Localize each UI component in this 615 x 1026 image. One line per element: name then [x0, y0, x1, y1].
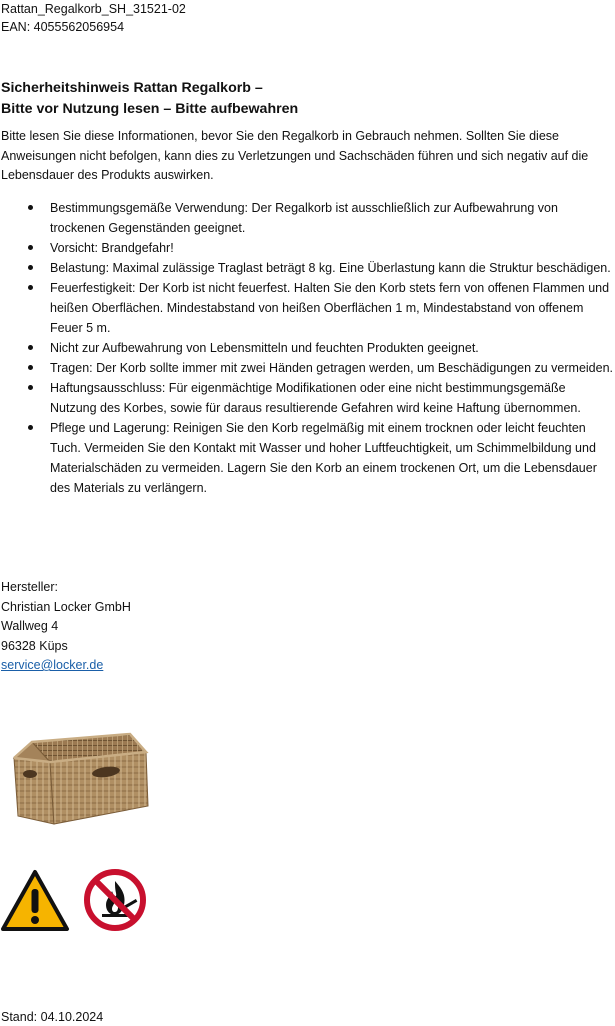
list-item: Pflege und Lagerung: Reinigen Sie den Korb regelmäßig mit einem trocknen oder leicht feuchten Tuch. Vermeiden Sie den Kontakt mit Wasser und hoher Luftfeuchtigkeit, um Schimmelbildung und Materialschäden zu vermeiden. Lagern Sie den Korb an einem trockenen Ort, um die Lebensdauer des Materials zu verlängern.	[0, 418, 615, 498]
safety-list	[0, 198, 615, 498]
title-line-2: Bitte vor Nutzung lesen – Bitte aufbewahren	[1, 101, 299, 117]
title-line-1: Sicherheitshinweis Rattan Regalkorb –	[1, 80, 263, 96]
warning-triangle-icon	[0, 869, 70, 933]
document-meta	[1, 0, 186, 36]
basket-image	[10, 728, 152, 828]
list-item: Feuerfestigkeit: Der Korb ist nicht feuerfest. Halten Sie den Korb stets fern von offenen Flammen und heißen Oberflächen. Mindestabstand von heißen Oberflächen 1 m, Mindestabstand von offenem Feuer 5 m.	[0, 278, 615, 338]
article-number: Rattan_Regalkorb_SH_31521-02	[1, 2, 186, 16]
no-open-flame-icon	[82, 867, 148, 933]
company-name: Christian Locker GmbH	[1, 599, 131, 614]
bullet-icon	[28, 365, 33, 370]
list-item: Bestimmungsgemäße Verwendung: Der Regalkorb ist ausschließlich zur Aufbewahrung von trockenen Gegenständen geeignet.	[0, 198, 615, 238]
manufacturer-address	[1, 578, 131, 676]
bullet-icon	[28, 345, 33, 350]
city-address: 96328 Küps	[1, 638, 68, 653]
stand-date: Stand: 04.10.2024	[1, 1010, 104, 1024]
street-address: Wallweg 4	[1, 619, 59, 633]
bullet-icon	[28, 265, 33, 270]
ean-code: EAN: 4055562056954	[1, 20, 125, 34]
list-item: Haftungsausschluss: Für eigenmächtige Modifikationen oder eine nicht bestimmungsgemäße Nutzung des Korbes, sowie für daraus resultierende Gefahren wird keine Haftung übernommen.	[0, 378, 615, 418]
list-item: Belastung: Maximal zulässige Traglast beträgt 8 kg. Eine Überlastung kann die Struktur beschädigen.	[0, 258, 615, 278]
list-item: Vorsicht: Brandgefahr!	[0, 238, 615, 258]
email-link[interactable]: service@locker.de	[1, 658, 104, 672]
bullet-icon	[28, 385, 33, 390]
intro-paragraph: Bitte lesen Sie diese Informationen, bevor Sie den Regalkorb in Gebrauch nehmen. Sollten Sie diese Anweisungen nicht befolgen, kann dies zu Verletzungen und Sachschäden führen und sich negativ auf die Lebensdauer des Produkts auswirken.	[1, 129, 589, 182]
manufacturer-label: Hersteller:	[1, 580, 58, 594]
bullet-icon	[28, 285, 33, 290]
list-item: Nicht zur Aufbewahrung von Lebensmitteln und feuchten Produkten geeignet.	[0, 338, 615, 358]
bullet-icon	[28, 205, 33, 210]
bullet-icon	[28, 425, 33, 430]
bullet-icon	[28, 245, 33, 250]
list-item: Tragen: Der Korb sollte immer mit zwei Händen getragen werden, um Beschädigungen zu vermeiden.	[0, 358, 615, 378]
document-title	[1, 78, 298, 120]
